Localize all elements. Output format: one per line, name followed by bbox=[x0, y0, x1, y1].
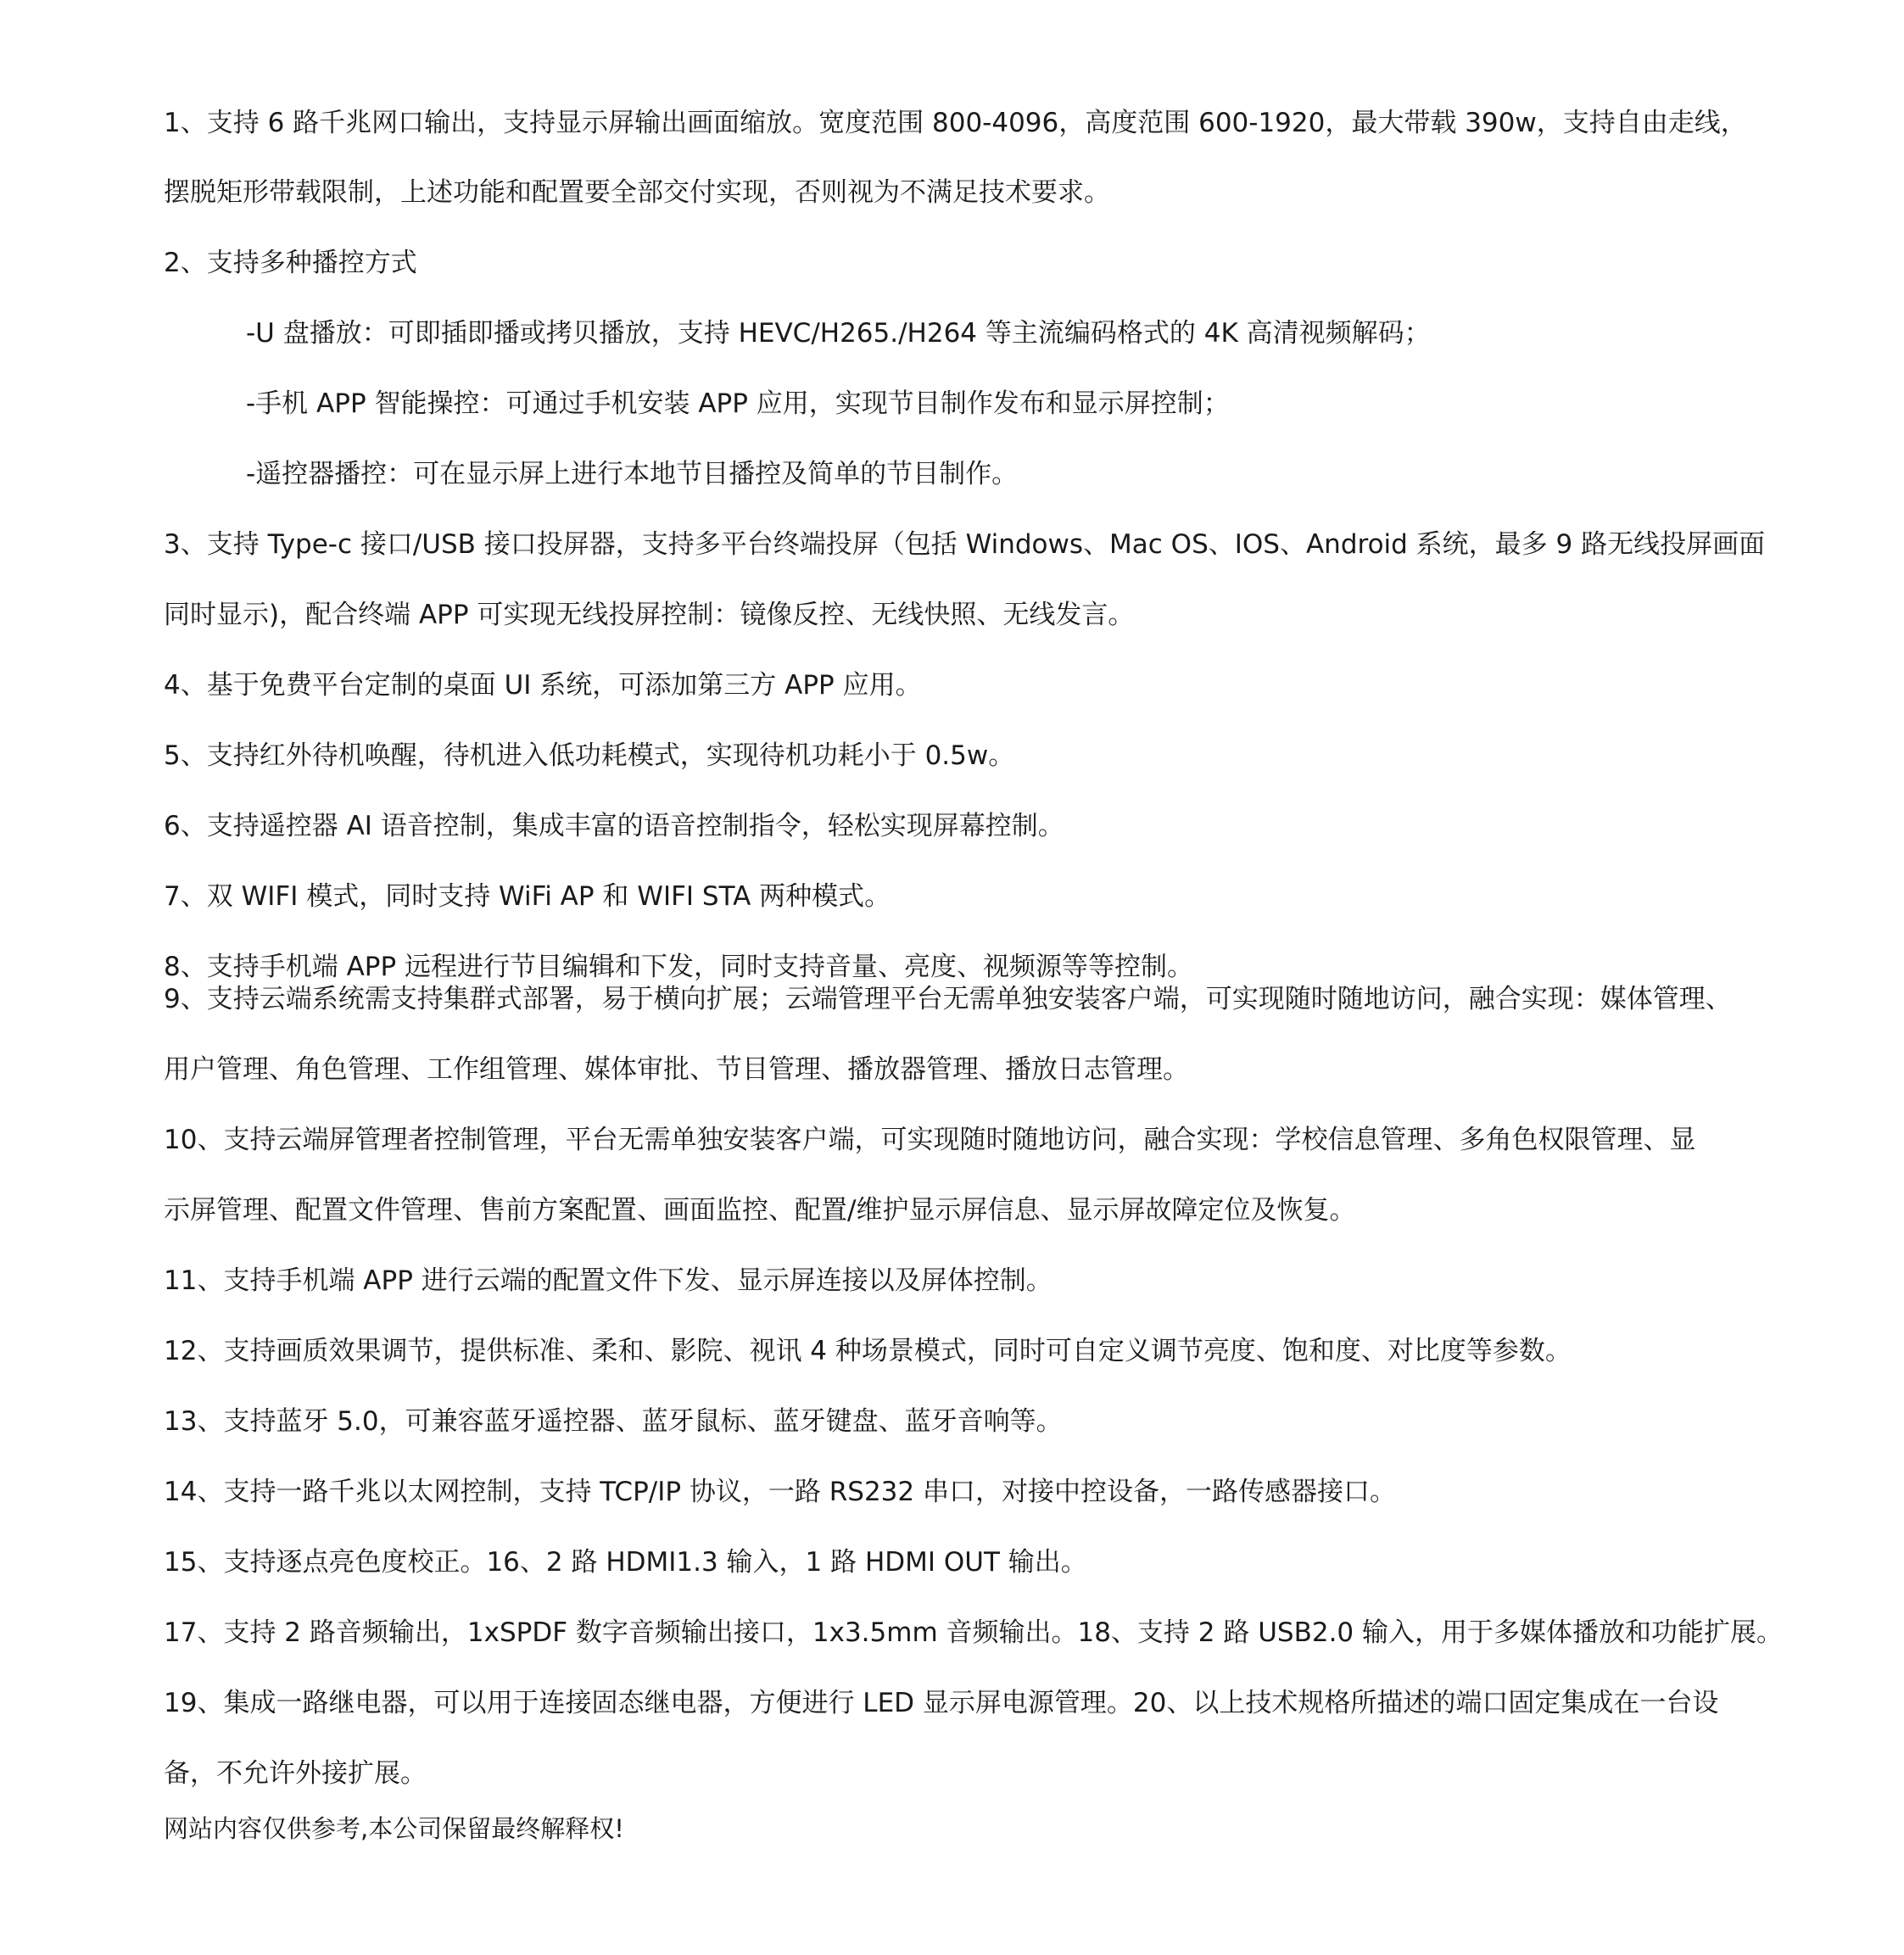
paragraph-15-16: 15、支持逐点亮色度校正。16、2 路 HDMI1.3 输入，1 路 HDMI OUT 输出。 bbox=[164, 1547, 1087, 1578]
paragraph-10-line-2: 示屏管理、配置文件管理、售前方案配置、画面监控、配置/维护显示屏信息、显示屏故障定位及恢复。 bbox=[164, 1195, 1356, 1226]
paragraph-6: 6、支持遥控器 AI 语音控制，集成丰富的语音控制指令，轻松实现屏幕控制。 bbox=[164, 811, 1064, 841]
paragraph-17-18: 17、支持 2 路音频输出，1xSPDF 数字音频输出接口，1x3.5mm 音频输出。18、支持 2 路 USB2.0 输入，用于多媒体播放和功能扩展。 bbox=[164, 1617, 1784, 1648]
paragraph-9-line-2: 用户管理、角色管理、工作组管理、媒体审批、节目管理、播放器管理、播放日志管理。 bbox=[164, 1054, 1189, 1085]
paragraph-19-20-line-1: 19、集成一路继电器，可以用于连接固态继电器，方便进行 LED 显示屏电源管理。20、以上技术规格所描述的端口固定集成在一台设 bbox=[164, 1688, 1719, 1718]
paragraph-2: 2、支持多种播控方式 bbox=[164, 248, 417, 278]
paragraph-19-20-line-2: 备，不允许外接扩展。 bbox=[164, 1758, 427, 1789]
paragraph-1-line-1: 1、支持 6 路千兆网口输出，支持显示屏输出画面缩放。宽度范围 800-4096，高度范围 600-1920，最大带载 390w，支持自由走线， bbox=[164, 108, 1747, 138]
paragraph-9-line-1: 9、支持云端系统需支持集群式部署，易于横向扩展；云端管理平台无需单独安装客户端，可实现随时随地访问，融合实现：媒体管理、 bbox=[164, 984, 1732, 1014]
paragraph-1-line-2: 摆脱矩形带载限制，上述功能和配置要全部交付实现，否则视为不满足技术要求。 bbox=[164, 177, 1110, 208]
paragraph-3-line-2: 同时显示)，配合终端 APP 可实现无线投屏控制：镜像反控、无线快照、无线发言。 bbox=[164, 600, 1135, 630]
paragraph-5: 5、支持红外待机唤醒，待机进入低功耗模式，实现待机功耗小于 0.5w。 bbox=[164, 740, 1015, 771]
paragraph-11: 11、支持手机端 APP 进行云端的配置文件下发、显示屏连接以及屏体控制。 bbox=[164, 1265, 1053, 1296]
paragraph-7: 7、双 WIFI 模式，同时支持 WiFi AP 和 WIFI STA 两种模式。 bbox=[164, 881, 891, 912]
paragraph-2-item-app: -手机 APP 智能操控：可通过手机安装 APP 应用，实现节目制作发布和显示屏控制； bbox=[246, 388, 1230, 419]
paragraph-14: 14、支持一路千兆以太网控制，支持 TCP/IP 协议，一路 RS232 串口，对接中控设备，一路传感器接口。 bbox=[164, 1477, 1396, 1507]
paragraph-3-line-1: 3、支持 Type-c 接口/USB 接口投屏器，支持多平台终端投屏（包括 Windows、Mac OS、IOS、Android 系统，最多 9 路无线投屏画面 bbox=[164, 529, 1766, 560]
paragraph-13: 13、支持蓝牙 5.0，可兼容蓝牙遥控器、蓝牙鼠标、蓝牙键盘、蓝牙音响等。 bbox=[164, 1406, 1063, 1437]
paragraph-12: 12、支持画质效果调节，提供标准、柔和、影院、视讯 4 种场景模式，同时可自定义调节亮度、饱和度、对比度等参数。 bbox=[164, 1336, 1572, 1366]
paragraph-10-line-1: 10、支持云端屏管理者控制管理，平台无需单独安装客户端，可实现随时随地访问，融合实现：学校信息管理、多角色权限管理、显 bbox=[164, 1125, 1696, 1155]
paragraph-2-item-remote: -遥控器播控：可在显示屏上进行本地节目播控及简单的节目制作。 bbox=[246, 459, 1019, 489]
paragraph-2-item-usb: -U 盘播放：可即插即播或拷贝播放，支持 HEVC/H265./H264 等主流编码格式的 4K 高清视频解码； bbox=[246, 318, 1431, 349]
footer-note: 网站内容仅供参考,本公司保留最终解释权! bbox=[164, 1814, 624, 1843]
paragraph-4: 4、基于免费平台定制的桌面 UI 系统，可添加第三方 APP 应用。 bbox=[164, 670, 922, 701]
paragraph-8: 8、支持手机端 APP 远程进行节目编辑和下发，同时支持音量、亮度、视频源等等控制。 bbox=[164, 952, 1194, 982]
